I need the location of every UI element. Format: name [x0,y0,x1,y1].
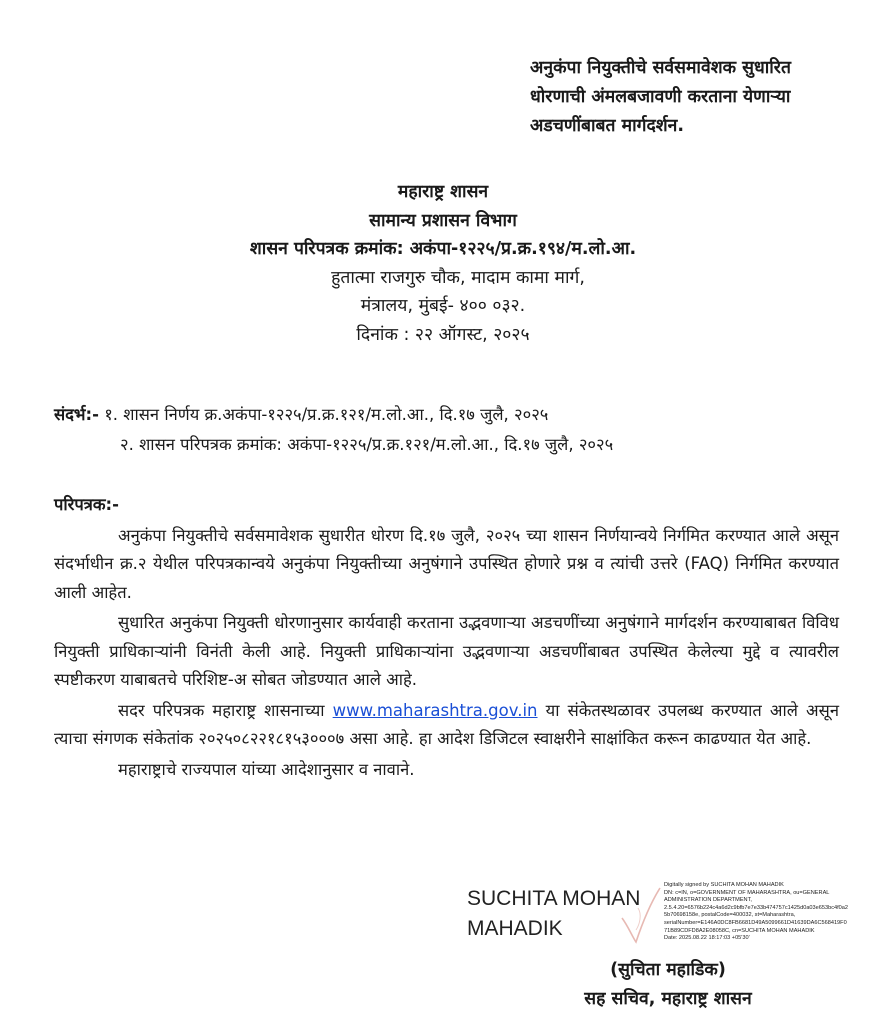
signer-name-line-1: SUCHITA MOHAN [467,887,641,910]
signatory-name: (सुचिता महाडिक) [610,960,726,980]
references-label: संदर्भ:- [54,405,99,424]
document-header [0,178,886,349]
address-line-2: मंत्रालय, मुंबई- ४०० ०३२. [360,296,526,316]
reference-1-text: १. शासन निर्णय क्र.अकंपा-१२२५/प्र.क्र.१२१/म.लो.आ., दि.१७ जुलै, २०२५ [98,405,549,424]
signature-check-icon [616,884,662,946]
digsig-line-6: serialNumber=E146A0DC8FB6681D49A5099661D41639DA6C568419F0 [664,919,847,926]
digsig-line-8: Date: 2025.08.22 18:17:03 +05'30' [664,935,750,942]
reference-1 [54,400,874,430]
paragraph-4: महाराष्ट्राचे राज्यपाल यांच्या आदेशानुसार व नावाने. [118,759,415,779]
address-line-1: हुतात्मा राजगुरु चौक, मादाम कामा मार्ग, [331,267,585,288]
paragraph-3-after: या संकेतस्थळावर उपलब्ध करण्यात आले असून त्याचा संगणक संकेतांक २०२५०८२२१८१५३०००७ असा आहे. हा आदेश डिजिटल स्वाक्षरीने साक्षांकित करून काढण्यात येत आहे. [54,700,839,748]
digital-signature-details [664,882,874,943]
reference-2: २. शासन परिपत्रक क्रमांक: अकंपा-१२२५/प्र.क्र.१२१/म.लो.आ., दि.१७ जुलै, २०२५ [120,435,614,454]
subject-line-2: धोरणाची अंमलबजावणी करताना येणाऱ्या [530,87,791,107]
paragraph-3-before: सदर परिपत्रक महाराष्ट्र शासनाच्या [118,700,333,720]
digital-signer-name [467,884,640,944]
subject-block [530,54,870,141]
paragraph-3 [54,697,839,754]
references-block [54,400,874,460]
signature-footer [548,956,788,1014]
digsig-line-3: ADMINISTRATION DEPARTMENT, [664,897,752,904]
paragraph-1: अनुकंपा नियुक्तीचे सर्वसमावेशक सुधारीत धोरण दि.१७ जुलै, २०२५ च्या शासन निर्णयान्वये निर्गमित करण्यात आले असून संदर्भाधीन क्र.२ येथील परिपत्रकान्वये अनुकंपा नियुक्तीच्या अनुषंगाने उपस्थित होणारे प्रश्न व त्यांची उत्तरे (FAQ) निर्गमित करण्यात आली आहेत. [54,525,839,602]
circular-body [54,491,839,786]
circular-title: परिपत्रक:- [54,495,119,514]
circular-date: दिनांक : २२ ऑगस्ट, २०२५ [356,324,530,345]
department-name: सामान्य प्रशासन विभाग [369,210,517,231]
subject-line-1: अनुकंपा नियुक्तीचे सर्वसमावेशक सुधारित [530,58,791,78]
subject-line-3: अडचणींबाबत मार्गदर्शन. [530,116,685,136]
website-link[interactable]: www.maharashtra.gov.in [332,700,538,720]
government-name: महाराष्ट्र शासन [397,182,489,202]
signatory-designation: सह सचिव, महाराष्ट्र शासन [584,989,752,1009]
digsig-line-4: 2.5.4.20=6576b224c4a6d2c9bfb7e7e33b474757c1425d0a03e653bc4f0a2 [664,904,848,911]
paragraph-2: सुधारित अनुकंपा नियुक्ती धोरणानुसार कार्यवाही करताना उद्भवणाऱ्या अडचणींच्या अनुषंगाने मार्गदर्शन करण्याबाबत विविध नियुक्ती प्राधिकाऱ्यांनी विनंती केली आहे. नियुक्ती प्राधिकाऱ्यांना उद्भवणाऱ्या अडचणींबाबत उपस्थित केलेल्या मुद्दे व त्यावरील स्पष्टीकरण याबाबतचे परिशिष्ट-अ सोबत जोडण्यात आले आहे. [54,613,839,689]
circular-number: शासन परिपत्रक क्रमांक: अकंपा-१२२५/प्र.क्र.१९४/म.लो.आ. [249,239,637,259]
digsig-line-5: 5b70698158e, postalCode=400032, st=Maharashtra, [664,912,796,919]
digsig-line-7: 71B89CDFD8A2E08058C, cn=SUCHITA MOHAN MAHADIK [664,927,815,934]
digsig-line-1: Digitally signed by SUCHITA MOHAN MAHADIK [664,882,784,888]
signer-name-line-2: MAHADIK [467,917,563,940]
digsig-line-2: DN: c=IN, o=GOVERNMENT OF MAHARASHTRA, ou=GENERAL [664,889,830,896]
